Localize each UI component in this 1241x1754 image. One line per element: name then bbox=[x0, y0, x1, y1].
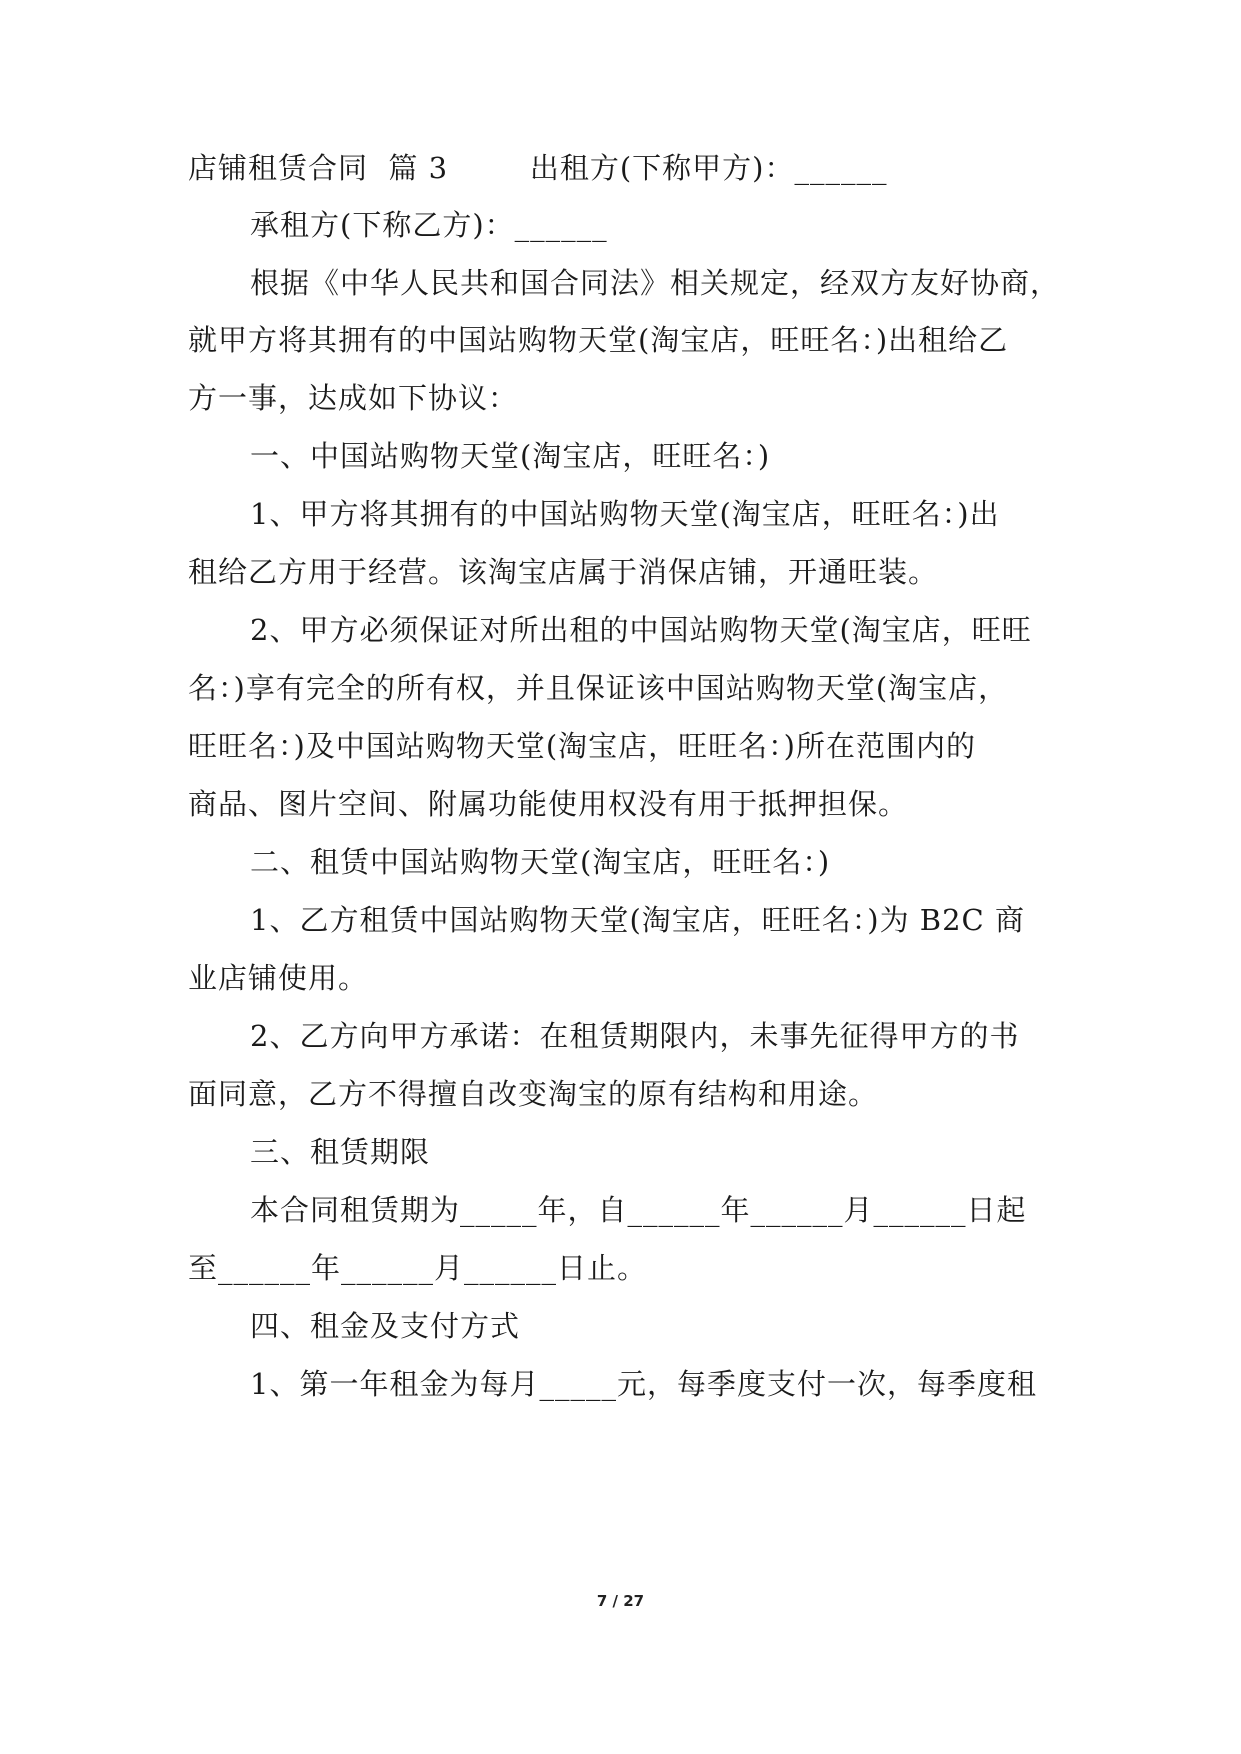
paragraph-line: 商品、图片空间、附属功能使用权没有用于抵押担保。 bbox=[188, 787, 909, 821]
paragraph-line: 本合同租赁期为_____年，自______年______月______日起 bbox=[250, 1193, 1027, 1227]
paragraph-line: 方一事，达成如下协议： bbox=[188, 381, 519, 415]
paragraph-line: 面同意，乙方不得擅自改变淘宝的原有结构和用途。 bbox=[188, 1077, 879, 1111]
paragraph-line: 1、乙方租赁中国站购物天堂(淘宝店，旺旺名：)为 B2C 商 bbox=[250, 903, 1025, 937]
section-heading: 二、租赁中国站购物天堂(淘宝店，旺旺名：) bbox=[250, 845, 831, 879]
paragraph-line: 名：)享有完全的所有权，并且保证该中国站购物天堂(淘宝店， bbox=[188, 671, 1009, 705]
paragraph-line: 根据《中华人民共和国合同法》相关规定，经双方友好协商， bbox=[250, 266, 1061, 300]
paragraph-line: 2、乙方向甲方承诺：在租赁期限内，未事先征得甲方的书 bbox=[250, 1019, 1020, 1053]
paragraph-line: 1、甲方将其拥有的中国站购物天堂(淘宝店，旺旺名：)出 bbox=[250, 497, 1000, 531]
paragraph-line: 承租方(下称乙方)：______ bbox=[250, 208, 608, 242]
paragraph-line: 旺旺名：)及中国站购物天堂(淘宝店，旺旺名：)所在范围内的 bbox=[188, 729, 976, 763]
paragraph-line: 1、第一年租金为每月_____元，每季度支付一次，每季度租 bbox=[250, 1367, 1037, 1401]
paragraph-line: 就甲方将其拥有的中国站购物天堂(淘宝店，旺旺名：)出租给乙 bbox=[188, 323, 1009, 357]
section-heading: 一、中国站购物天堂(淘宝店，旺旺名：) bbox=[250, 439, 771, 473]
paragraph-line: 业店铺使用。 bbox=[188, 961, 369, 995]
section-heading: 三、租赁期限 bbox=[250, 1135, 431, 1169]
section-heading: 四、租金及支付方式 bbox=[250, 1309, 521, 1343]
paragraph-line: 至______年______月______日止。 bbox=[188, 1251, 648, 1285]
title-line: 店铺租赁合同 篇 3 出租方(下称甲方)：______ bbox=[188, 151, 888, 185]
paragraph-line: 租给乙方用于经营。该淘宝店属于消保店铺，开通旺装。 bbox=[188, 555, 939, 589]
page-number: 7 / 27 bbox=[596, 1592, 645, 1610]
paragraph-line: 2、甲方必须保证对所出租的中国站购物天堂(淘宝店，旺旺 bbox=[250, 613, 1032, 647]
